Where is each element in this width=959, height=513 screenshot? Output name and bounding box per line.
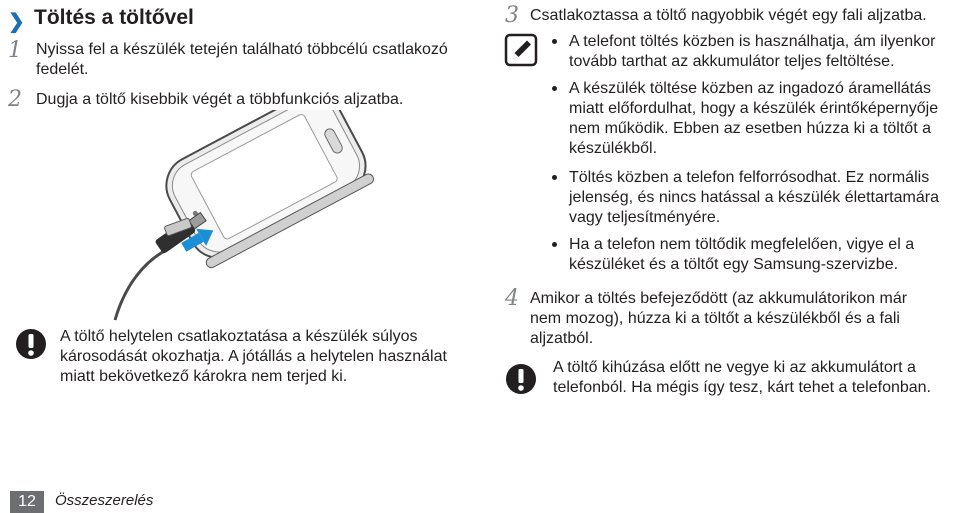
step-text: Nyissa fel a készülék tetején található többcélú csatlakozó fedelét.: [36, 41, 448, 78]
step-text: Amikor a töltés befejeződött (az akkumulátorikon már nem mozog), húzza ki a töltőt a készülékből és a fali aljzatból.: [530, 290, 908, 347]
step-number: 3: [505, 3, 519, 28]
bullet-icon: [552, 86, 557, 91]
note-icon: [504, 33, 538, 67]
note-text: A telefont töltés közben is használhatja, ám ilyenkor tovább tarthat az akkumulátor teljes feltöltése.: [569, 33, 936, 70]
note-text: A készülék töltése közben az ingadozó áramellátás miatt előfordulhat, hogy a készülék érintőképernyője nem működik. Ebben az esetben húzza ki a töltőt a készülékből.: [569, 80, 939, 157]
step-number: 2: [8, 87, 22, 112]
warning-text: A töltő kihúzása előtt ne vegye ki az akkumulátort a telefonból. Ha mégis így tesz, kárt tehet a telefonban.: [553, 359, 931, 396]
step-text: Dugja a töltő kisebbik végét a többfunkciós aljzatba.: [36, 91, 404, 108]
step-number: 4: [505, 286, 519, 311]
warning-icon: [14, 327, 48, 361]
note-text: Töltés közben a telefon felforrósodhat. Ez normális jelenség, és nincs hatással a készülék élettartamára vagy teljesítményére.: [569, 169, 939, 226]
bullet-icon: [552, 175, 557, 180]
phone-charger-illustration: [95, 110, 395, 325]
step-text: Csatlakoztassa a töltő nagyobbik végét egy fali aljzatba.: [530, 7, 927, 24]
step-number: 1: [8, 38, 22, 63]
footer-section-label: Összeszerelés: [55, 492, 154, 509]
section-arrow-icon: ❯: [8, 11, 25, 33]
page-number: 12: [10, 491, 44, 513]
bullet-icon: [552, 39, 557, 44]
bullet-icon: [552, 242, 557, 247]
note-text: Ha a telefon nem töltődik megfelelően, vigye el a készüléket és a töltőt egy Samsung-szervizbe.: [569, 236, 915, 273]
warning-icon: [504, 362, 538, 396]
section-title: Töltés a töltővel: [34, 6, 194, 29]
warning-text: A töltő helytelen csatlakoztatása a készülék súlyos károsodását okozhatja. A jótállás a helytelen használat miatt bekövetkező károkra nem terjed ki.: [60, 328, 447, 385]
